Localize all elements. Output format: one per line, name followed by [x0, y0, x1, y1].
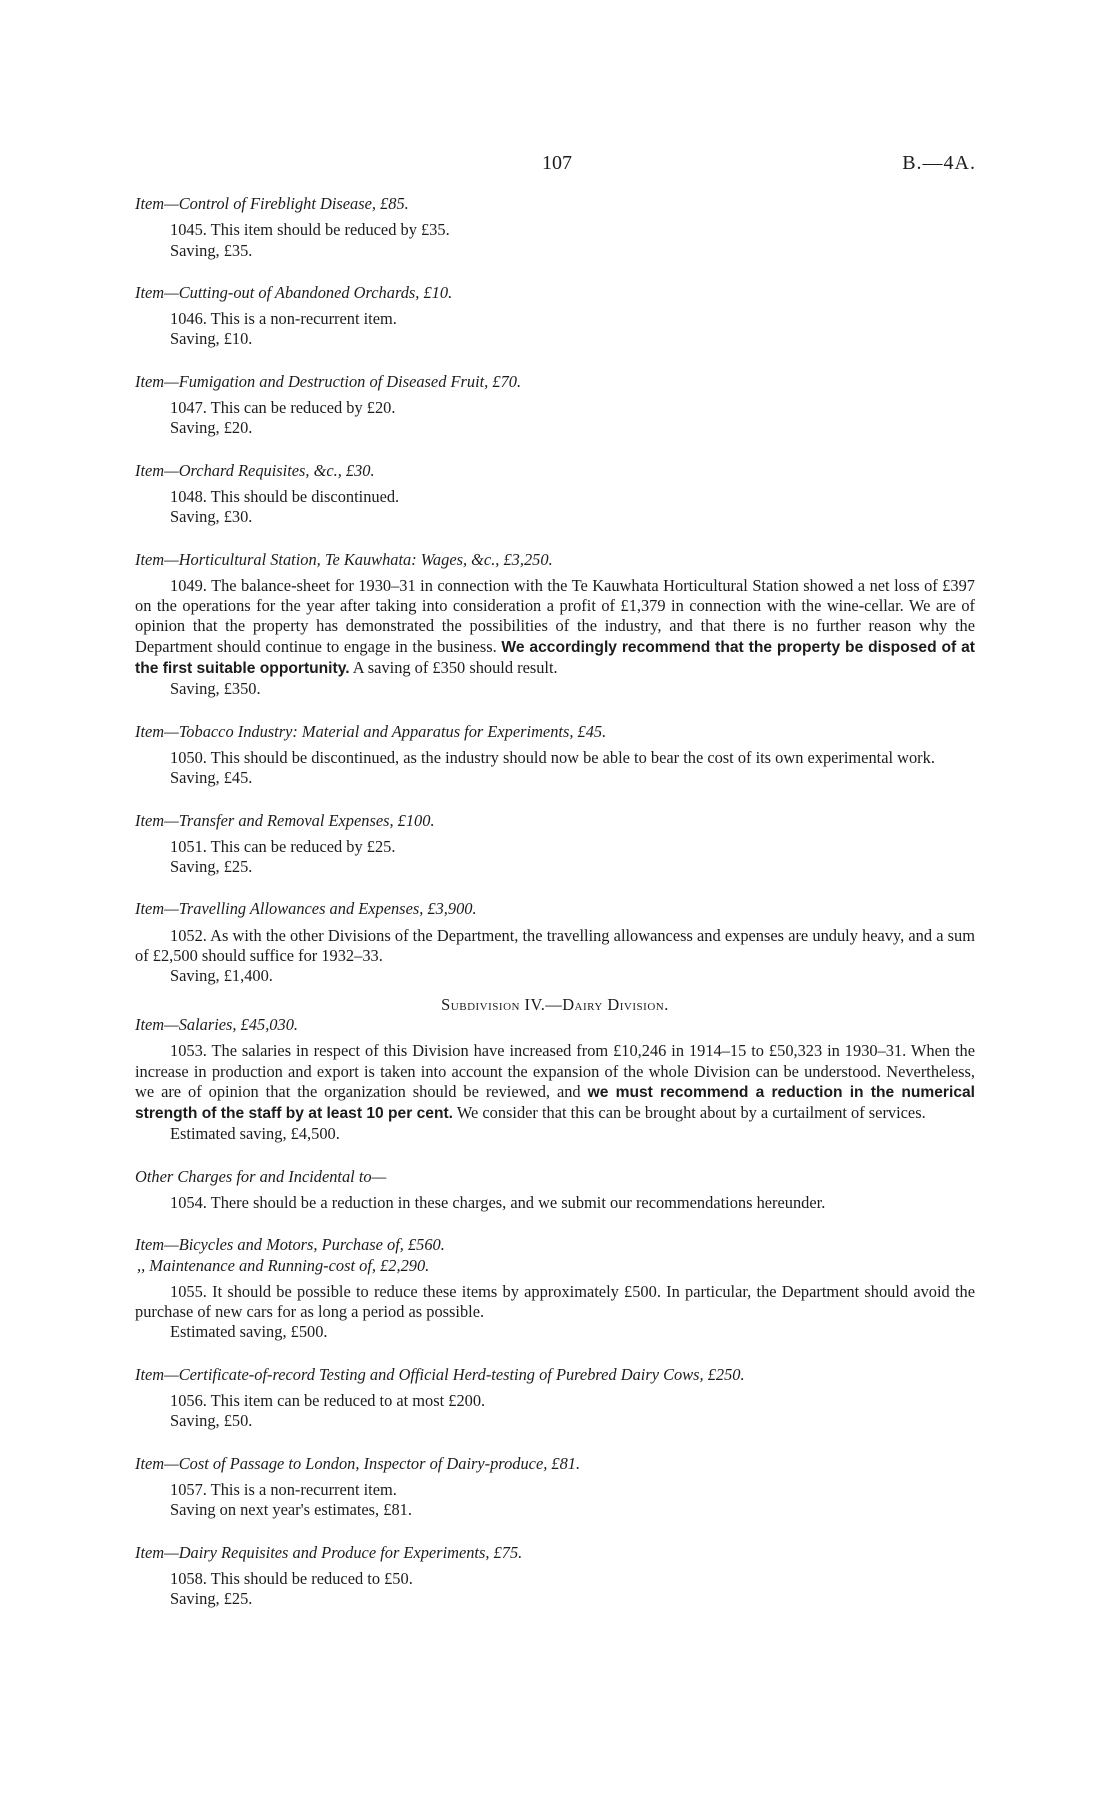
- page-number: 107: [542, 152, 572, 174]
- item-heading: Other Charges for and Incidental to—: [135, 1166, 387, 1186]
- item-heading: Item—Fumigation and Destruction of Diseased Fruit, £70.: [135, 371, 522, 391]
- item-paragraph: 1058. This should be reduced to £50.: [170, 1568, 413, 1588]
- item-fireblight: [135, 194, 975, 261]
- item-heading: Item—Bicycles and Motors, Purchase of, £560.: [135, 1235, 445, 1255]
- item-dairy-salaries: [135, 1015, 975, 1145]
- item-saving: Saving, £350.: [170, 679, 261, 699]
- item-saving: Saving, £50.: [170, 1411, 253, 1431]
- item-tobacco-industry: [135, 722, 975, 789]
- paragraph-text: A saving of £350 should result.: [352, 658, 558, 678]
- paragraph-text: 1049. The balance-sheet for 1930–31 in connection with the Te Kauwhata Horticultural Station showed a net loss of £397 on the operations for the year after taking into consideration a profit of £1,379 in connection with the wine-cellar. We are of opinion that the property has demonstrated the possibilities of the industry, and that there is no further reason why the Department should continue to engage in the business.: [135, 575, 975, 656]
- item-passage-london: [135, 1454, 975, 1521]
- item-dairy-requisites: [135, 1543, 975, 1610]
- item-orchard-requisites: [135, 461, 975, 528]
- other-charges: [135, 1167, 975, 1214]
- item-heading: Item—Control of Fireblight Disease, £85.: [135, 194, 409, 213]
- paragraph-text: We consider that this can be brought about by a curtailment of services.: [456, 1103, 926, 1123]
- item-heading: Item—Horticultural Station, Te Kauwhata: Wages, &c., £3,250.: [135, 549, 553, 569]
- item-transfer-removal: [135, 811, 975, 878]
- item-saving: Saving on next year's estimates, £81.: [170, 1500, 412, 1520]
- item-heading: Item—Orchard Requisites, &c., £30.: [135, 460, 375, 480]
- item-heading: Item—Certificate-of-record Testing and Official Herd-testing of Purebred Dairy Cows, £250.: [135, 1364, 745, 1384]
- item-paragraph: 1052. As with the other Divisions of the Department, the travelling allowancess and expenses are unduly heavy, and a sum of £2,500 should suffice for 1932–33.: [135, 925, 975, 966]
- item-paragraph: 1046. This is a non-recurrent item.: [170, 309, 397, 329]
- item-saving: Saving, £35.: [170, 240, 253, 260]
- item-paragraph: [135, 1041, 975, 1124]
- item-paragraph: 1054. There should be a reduction in these charges, and we submit our recommendations hereunder.: [170, 1192, 826, 1212]
- item-saving: Saving, £45.: [170, 768, 253, 788]
- item-saving: Saving, £25.: [170, 857, 253, 877]
- subdivision-title: Subdivision IV.—Dairy Division.: [441, 994, 669, 1014]
- recommendation-emphasis: we must recommend a reduction in the numerical strength of the staff by at least 10 per cent.: [135, 1083, 976, 1123]
- recommendation-emphasis: We accordingly recommend that the property be disposed of at the first suitable opportunity.: [135, 638, 975, 678]
- item-horticultural-station: [135, 550, 975, 700]
- item-heading: Item—Travelling Allowances and Expenses, £3,900.: [135, 899, 477, 919]
- item-heading: Item—Transfer and Removal Expenses, £100.: [135, 810, 435, 830]
- item-saving: Saving, £1,400.: [170, 966, 273, 986]
- document-reference: B.—4A.: [902, 152, 976, 174]
- item-saving: Saving, £30.: [170, 507, 253, 527]
- item-bicycles-motors: [135, 1235, 975, 1342]
- item-paragraph: 1055. It should be possible to reduce these items by approximately £500. In particular, the Department should avoid the purchase of new cars for as long a period as possible.: [135, 1281, 975, 1322]
- item-saving: Saving, £10.: [170, 329, 253, 349]
- document-body: [135, 194, 975, 1631]
- item-heading-continued: ,, Maintenance and Running-cost of, £2,290.: [137, 1255, 430, 1275]
- item-heading: Item—Cost of Passage to London, Inspector of Dairy-produce, £81.: [135, 1453, 581, 1473]
- item-heading: Item—Dairy Requisites and Produce for Experiments, £75.: [135, 1542, 523, 1562]
- item-paragraph: 1051. This can be reduced by £25.: [170, 836, 396, 856]
- item-paragraph: [135, 576, 975, 679]
- item-abandoned-orchards: [135, 283, 975, 350]
- item-fumigation: [135, 372, 975, 439]
- paragraph-text: 1053. The salaries in respect of this Division have increased from £10,246 in 1914–15 to £50,323 in 1930–31. When the increase in production and export is taken into account the expansion of the whole Division can be understood. Nevertheless, we are of opinion that the organization should be reviewed, and: [135, 1041, 975, 1101]
- item-heading: Item—Tobacco Industry: Material and Apparatus for Experiments, £45.: [135, 721, 607, 741]
- item-paragraph: 1048. This should be discontinued.: [170, 486, 400, 506]
- item-herd-testing: [135, 1365, 975, 1432]
- item-saving: Saving, £25.: [170, 1589, 253, 1609]
- item-paragraph: 1047. This can be reduced by £20.: [170, 398, 396, 418]
- item-heading: Item—Salaries, £45,030.: [135, 1014, 298, 1034]
- item-paragraph: 1057. This is a non-recurrent item.: [170, 1479, 397, 1499]
- item-paragraph: 1050. This should be discontinued, as the industry should now be able to bear the cost of its own experimental work.: [170, 747, 935, 767]
- item-saving: Saving, £20.: [170, 418, 253, 438]
- item-paragraph: 1045. This item should be reduced by £35.: [170, 220, 450, 240]
- item-saving: Estimated saving, £500.: [170, 1322, 328, 1342]
- item-saving: Estimated saving, £4,500.: [170, 1124, 340, 1144]
- item-heading: Item—Cutting-out of Abandoned Orchards, £10.: [135, 282, 453, 302]
- item-paragraph: 1056. This item can be reduced to at most £200.: [170, 1391, 486, 1411]
- item-travelling-allowances: [135, 899, 975, 986]
